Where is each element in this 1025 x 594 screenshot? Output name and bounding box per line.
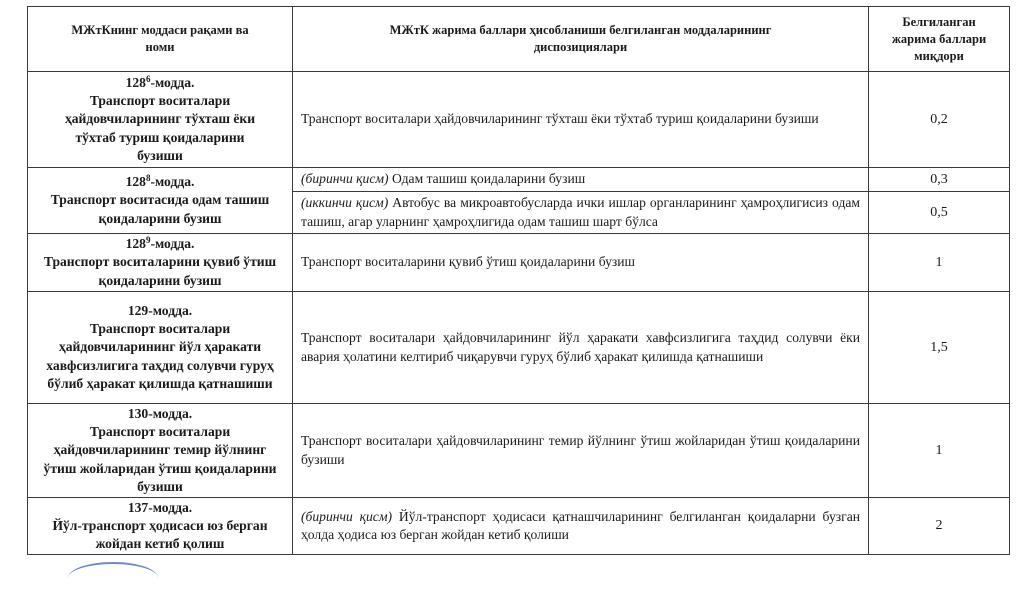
article-suffix: -модда. [150, 236, 195, 252]
table-row [28, 168, 1010, 192]
disposition-cell [293, 168, 869, 192]
header-article [28, 7, 293, 72]
table-row [28, 404, 1010, 498]
points-cell: 0,3 [869, 168, 1010, 192]
header-article-text: МЖтКнинг моддаси рақами ва номи [71, 23, 249, 54]
stamp-arc [68, 562, 158, 594]
disposition-text: Йўл-транспорт ҳодисаси қатнашчиларининг белгиланган қоидаларни бузган ҳолда ҳодиса юз берган жойдан кетиб қолиши [301, 508, 861, 542]
penalty-points-table [27, 6, 1010, 555]
table-header-row [28, 7, 1010, 72]
article-superscript: 9 [145, 235, 151, 246]
article-superscript: 6 [145, 73, 151, 84]
points-cell: 0,5 [869, 192, 1010, 234]
table-row [28, 72, 1010, 168]
article-cell [28, 168, 293, 234]
article-number: 129 [127, 302, 149, 318]
disposition-text: Транспорт воситалари ҳайдовчиларининг йўл ҳаракати хавфсизлигига таҳдид солувчи ёки авария ҳолатини келтириб чиқарувчи гуруҳ бўлиб ҳаракат қилишда қатнашиши [301, 330, 860, 364]
article-cell [28, 292, 293, 404]
disposition-text: Транспорт воситаларини қувиб ўтиш қоидаларини бузиш [301, 254, 635, 270]
article-number: 130 [127, 405, 149, 421]
points-cell: 1,5 [869, 292, 1010, 404]
points-cell: 0,2 [869, 72, 1010, 168]
article-cell [28, 498, 293, 555]
article-title: Транспорт воситалари ҳайдовчиларининг темир йўлнинг ўтиш жойларидан ўтиш қоидаларини бузиши [43, 424, 277, 494]
article-number: 137 [127, 499, 149, 515]
article-superscript: 8 [145, 173, 151, 184]
table-row [28, 292, 1010, 404]
article-cell [28, 404, 293, 498]
disposition-text: Транспорт воситалари ҳайдовчиларининг темир йўлнинг ўтиш жойларидан ўтиш қоидаларини бузиши [301, 433, 860, 467]
header-disposition-text: МЖтК жарима баллари ҳисобланиши белгиланган моддаларининг диспозициялари [389, 23, 772, 54]
header-points [869, 7, 1010, 72]
article-title: Транспорт воситасида одам ташиш қоидаларини бузиш [50, 192, 270, 226]
disposition-text: Одам ташиш қоидаларини бузиш [391, 171, 586, 187]
table-row [28, 498, 1010, 555]
article-title: Транспорт воситалари ҳайдовчиларининг тўхташ ёки тўхтаб туриш қоидаларини бузиши [64, 93, 256, 163]
disposition-text: Транспорт воситалари ҳайдовчиларининг тўхташ ёки тўхтаб туриш қоидаларини бузиши [301, 111, 819, 127]
part-label: (иккинчи қисм) [301, 195, 389, 210]
article-suffix: -модда. [150, 74, 195, 90]
article-title: Транспорт воситаларини қувиб ўтиш қоидаларини бузиш [43, 254, 277, 288]
disposition-cell [293, 192, 869, 234]
article-number: 128 [125, 174, 146, 190]
article-title: Транспорт воситалари ҳайдовчиларининг йўл ҳаракати хавфсизлигига таҳдид солувчи гуруҳ бўлиб ҳаракат қилишда қатнашиши [46, 321, 274, 391]
article-number: 128 [125, 236, 146, 252]
article-suffix: -модда. [148, 499, 193, 515]
disposition-cell [293, 498, 869, 555]
disposition-cell [293, 404, 869, 498]
points-cell: 1 [869, 234, 1010, 292]
disposition-text: Автобус ва микроавтобусларда ички ишлар органларининг ҳамроҳлигисиз одам ташиш, агар уларнинг ҳамроҳлигида одам ташиш шарт бўлса [301, 195, 860, 229]
disposition-cell [293, 72, 869, 168]
points-cell: 2 [869, 498, 1010, 555]
points-cell: 1 [869, 404, 1010, 498]
article-suffix: -модда. [148, 302, 193, 318]
header-points-text: Белгиланган жарима баллари миқдори [891, 14, 987, 63]
disposition-cell [293, 292, 869, 404]
document-page [27, 6, 1009, 555]
article-suffix: -модда. [148, 405, 193, 421]
part-label: (биринчи қисм) [301, 508, 393, 524]
table-row [28, 234, 1010, 292]
header-disposition [293, 7, 869, 72]
part-label: (биринчи қисм) [301, 171, 389, 187]
article-title: Йўл-транспорт ҳодисаси юз берган жойдан кетиб қолиш [52, 517, 268, 552]
disposition-cell [293, 234, 869, 292]
article-cell [28, 72, 293, 168]
article-number: 128 [125, 74, 146, 90]
article-cell [28, 234, 293, 292]
article-suffix: -модда. [150, 174, 195, 190]
